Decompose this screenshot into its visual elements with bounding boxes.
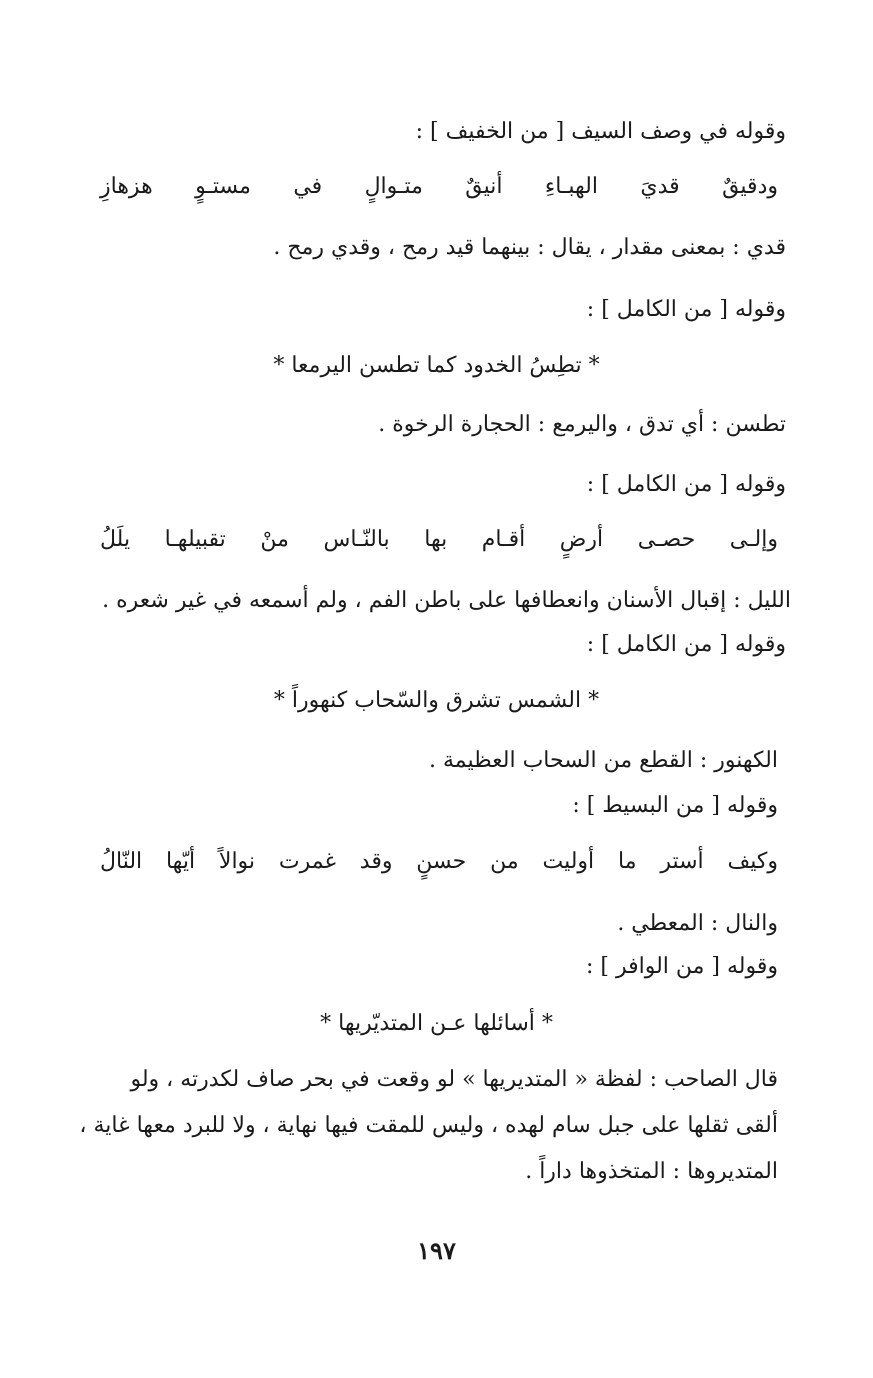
gloss-line-1: قدي : بمعنى مقدار ، يقال : بينهما قيد رمح ، وقدي رمح . <box>273 235 786 260</box>
verse-line-1: ودقيقٌ قديَ الهبـاءِ أنيقٌ متـوالٍ في مستـوٍ هزهازِ <box>100 174 778 199</box>
hemistich-line-1: * تطِسُ الخدود كما تطسن اليرمعا * <box>273 353 600 378</box>
verse-line-3: وكيف أستر ما أوليت من حسنٍ وقد غمرت نوالاً أيّها النّالُ <box>100 849 778 874</box>
verse-line-2: وإلـى حصـى أرضٍ أقـام بها بالنّـاس منْ تقبيلهـا يلَلُ <box>100 527 778 552</box>
gloss-line-3: الليل : إقبال الأسنان وانعطافها على باطن الفم ، ولم أسمعه في غير شعره . <box>102 588 791 613</box>
intro-line-kamil-2: وقوله [ من الكامل ] : <box>586 472 786 497</box>
commentary-line-1: قال الصاحب : لفظة « المتديريها » لو وقعت في بحر صاف لكدرته ، ولو <box>130 1067 778 1092</box>
page-number: ١٩٧ <box>417 1236 456 1265</box>
intro-line-khafif: وقوله في وصف السيف [ من الخفيف ] : <box>415 119 786 144</box>
intro-line-basit: وقوله [ من البسيط ] : <box>572 793 778 818</box>
intro-line-kamil-3: وقوله [ من الكامل ] : <box>586 632 786 657</box>
commentary-line-3: المتديروها : المتخذوها داراً . <box>525 1159 778 1184</box>
gloss-line-2: تطسن : أي تدق ، واليرمع : الحجارة الرخوة . <box>378 412 786 437</box>
commentary-line-2: ألقى ثقلها على جبل سام لهده ، وليس للمقت فيها نهاية ، ولا للبرد معها غاية ، <box>79 1113 778 1138</box>
hemistich-line-2: * الشمس تشرق والسّحاب كنهوراً * <box>273 688 600 713</box>
gloss-line-4: الكهنور : القطع من السحاب العظيمة . <box>428 748 778 773</box>
gloss-line-5: والنال : المعطي . <box>617 911 778 936</box>
hemistich-line-3: * أسائلها عـن المتديّريها * <box>320 1011 553 1036</box>
intro-line-kamil-1: وقوله [ من الكامل ] : <box>586 297 786 322</box>
intro-line-wafir: وقوله [ من الوافر ] : <box>585 954 778 979</box>
